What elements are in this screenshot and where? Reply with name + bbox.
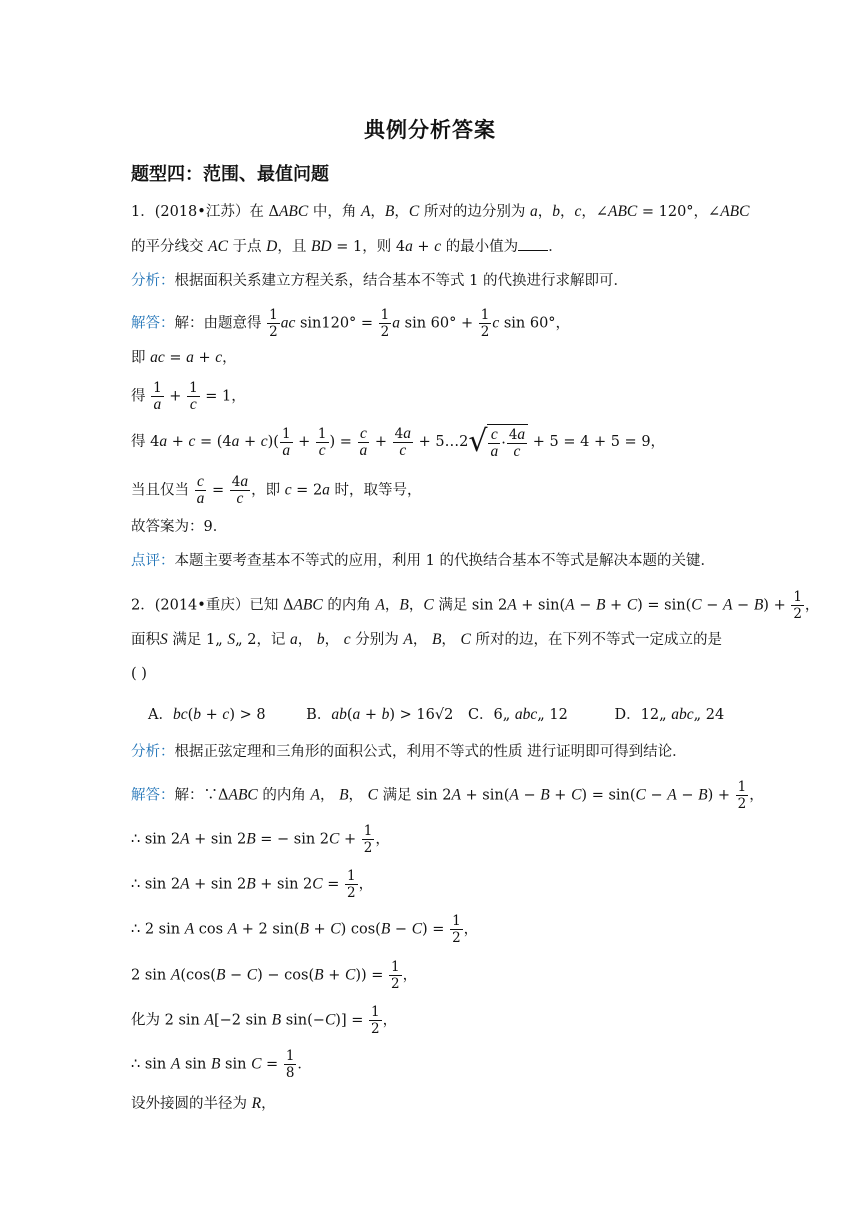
comment-label: 点评： bbox=[131, 553, 175, 569]
p1-comment: 点评：本题主要考查基本不等式的应用，利用 1 的代换结合基本不等式是解决本题的关键． bbox=[131, 553, 715, 569]
p2-stem-line1: 2．(2014•重庆）已知 ΔABC 的内角 A，B，C 满足 sin 2A + sin(A − B + C) = sin(C − A − B) + $\frac{1}{2}$ ， bbox=[131, 589, 820, 622]
p1-stem-line2: 的平分线交 AC 于点 D，且 BD = 1，则 4a + c 的最小值为 ． bbox=[131, 238, 563, 255]
option-c: C．6„ abc„ 12 bbox=[467, 706, 568, 723]
p1-solution-line5: 当且仅当 $\frac{c}{a}$ = $\frac{4a}{c}$ ，即 c = 2a 时，取等号， bbox=[131, 473, 422, 507]
p2-stem-line2: 面积S 满足 1„ S„ 2，记 a， b， c 分别为 A， B， C 所对的边，在下列不等式一定成立的是 bbox=[131, 631, 722, 648]
p1-solution-line2: 即 ac = a + c， bbox=[131, 349, 237, 366]
p2-solution-line4: ∴ 2 sin A cos A + 2 sin(B + C) cos(B − C) = $\frac{1}{2}$ ， bbox=[131, 913, 479, 946]
analysis-label: 分析： bbox=[131, 744, 175, 760]
p2-options bbox=[148, 704, 724, 726]
section-heading: 题型四：范围、最值问题 bbox=[131, 164, 329, 185]
option-d: D．12„ abc„ 24 bbox=[614, 706, 725, 723]
p2-solution-line8: 设外接圆的半径为 R， bbox=[131, 1095, 276, 1112]
answer-blank bbox=[518, 236, 548, 251]
p1-final-answer: 故答案为：9． bbox=[131, 519, 228, 535]
answer-label: 解答： bbox=[131, 787, 175, 804]
p1-solution-line3: 得 $\frac{1}{a}$ + $\frac{1}{c}$ = 1， bbox=[131, 380, 246, 413]
page-title: 典例分析答案 bbox=[364, 118, 496, 142]
p2-solution-line6: 化为 2 sin A[−2 sin B sin(−C)] = $\frac{1}{2}$ ， bbox=[131, 1004, 398, 1037]
p2-solution-line3: ∴ sin 2A + sin 2B + sin 2C = $\frac{1}{2}$ ， bbox=[131, 868, 374, 901]
answer-label: 解答： bbox=[131, 315, 175, 332]
p2-paren: ( ) bbox=[131, 666, 147, 682]
p2-solution-line5: 2 sin A(cos(B − C) − cos(B + C)) = $\frac{1}{2}$ ， bbox=[131, 959, 418, 992]
p1-solution-line4: 得 4a + c = (4a + c)( $\frac{1}{a}$ + $\frac{1}{c}$ ) = $\frac{c}{a}$ + $\frac{4a}{c}$ + 5…2√ $\frac{c}{a}$ · $\frac{4a}{c}$ + 5 = 4 + 5 = 9， bbox=[131, 424, 666, 460]
p1-stem-line1: 1．(2018•江苏）在 ΔABC 中，角 A，B，C 所对的边分别为 a，b，c，∠ABC = 120°，∠ABC bbox=[131, 203, 750, 220]
option-a: A．bc(b + c) > 8 bbox=[148, 706, 266, 723]
p1-solution-line1: 解答：解：由题意得 $\frac{1}{2}$ ac sin120° = $\frac{1}{2}$ a sin 60° + $\frac{1}{2}$ c sin 60°， bbox=[131, 307, 571, 340]
p2-solution-line2: ∴ sin 2A + sin 2B = − sin 2C + $\frac{1}{2}$ ， bbox=[131, 823, 390, 856]
p2-solution-line1: 解答：解：∵ΔABC 的内角 A， B， C 满足 sin 2A + sin(A − B + C) = sin(C − A − B) + $\frac{1}{2}$ ， bbox=[131, 779, 764, 812]
p1-analysis: 分析：根据面积关系建立方程关系，结合基本不等式 1 的代换进行求解即可． bbox=[131, 273, 628, 289]
p2-analysis: 分析：根据正弦定理和三角形的面积公式，利用不等式的性质 进行证明即可得到结论． bbox=[131, 744, 687, 760]
p2-solution-line7: ∴ sin A sin B sin C = $\frac{1}{8}$ ． bbox=[131, 1048, 312, 1081]
option-b: B．ab(a + b) > 16√2 bbox=[306, 706, 454, 723]
analysis-label: 分析： bbox=[131, 273, 175, 289]
